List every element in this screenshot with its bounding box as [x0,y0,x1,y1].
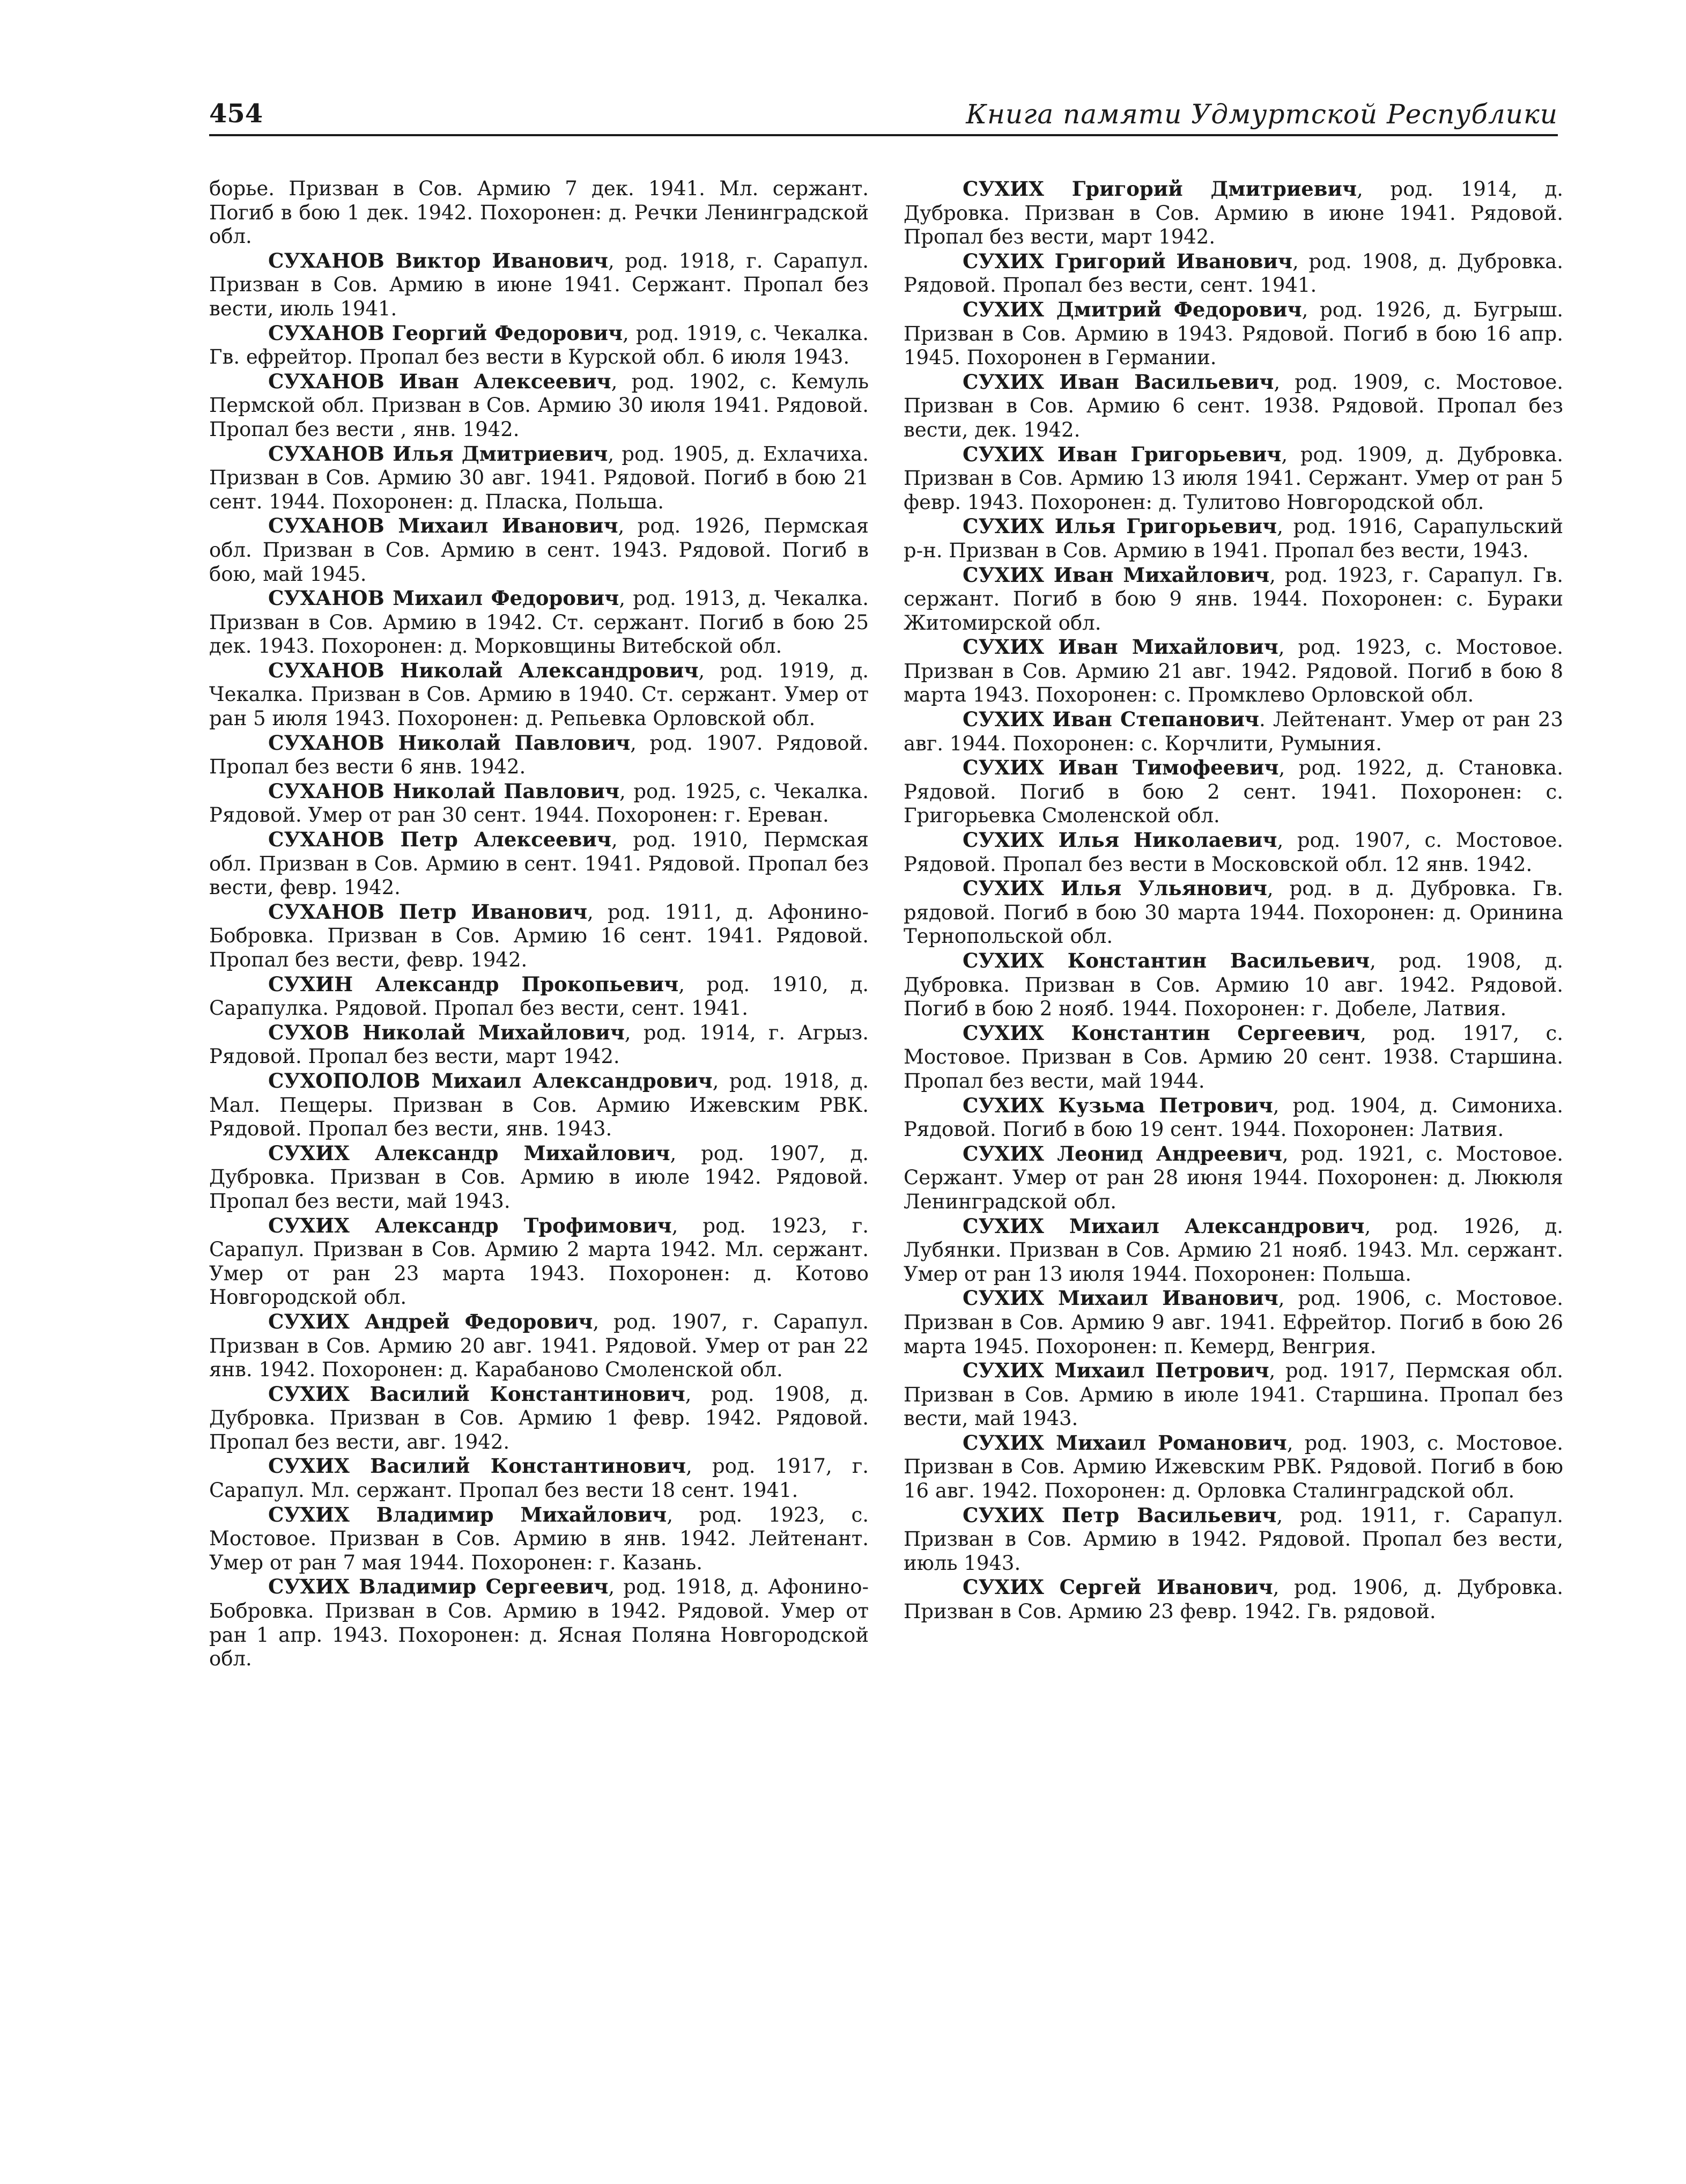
entry-name: СУХИХ Михаил Александрович [963,1214,1365,1238]
memorial-entry [904,1359,1563,1431]
entry-text: , род. 1907, г. Сарапул. Призван в Сов. Армию 20 авг. 1941. Рядовой. Умер от ран 22 янв. 1942. Похоронен: д. Карабаново Смоленской обл. [209,1310,869,1382]
memorial-entry [904,177,1563,249]
memorial-entry [209,828,869,900]
entry-text: , род. 1907, д. Дубровка. Призван в Сов. Армию в июле 1942. Рядовой. Пропал без вести, май 1943. [209,1141,869,1213]
memorial-entry [209,731,869,779]
memorial-entry [209,1214,869,1310]
entry-name: СУХАНОВ Георгий Федорович [268,321,623,345]
memorial-entry [209,586,869,659]
entry-text: , род. в д. Дубровка. Гв. рядовой. Погиб в бою 30 марта 1944. Похоронен: д. Оринина Тернопольской обл. [904,877,1563,948]
entry-name: СУХАНОВ Николай Александрович [268,658,699,682]
memorial-entry [904,1021,1563,1094]
memorial-entry [904,370,1563,442]
entry-name: СУХАНОВ Илья Дмитриевич [268,441,608,466]
entry-name: СУХИХ Михаил Петрович [963,1359,1269,1383]
memorial-entry [904,949,1563,1021]
memorial-entry [209,779,869,828]
entry-text: , род. 1902, с. Кемуль Пермской обл. Призван в Сов. Армию 30 июля 1941. Рядовой. Пропал без вести , янв. 1942. [209,370,869,441]
entry-text: , род. 1919, с. Чекалка. Гв. ефрейтор. Пропал без вести в Курской обл. 6 июля 1943. [209,321,869,369]
entry-name: СУХИХ Андрей Федорович [268,1309,593,1333]
entry-name: СУХИХ Константин Сергеевич [963,1021,1360,1045]
entry-text: , род. 1917, г. Сарапул. Мл. сержант. Пропал без вести 18 сент. 1941. [209,1455,869,1502]
memorial-entry [209,1503,869,1575]
entry-text: , род. 1906, с. Мостовое. Призван в Сов. Армию 9 авг. 1941. Ефрейтор. Погиб в бою 26 марта 1945. Похоронен: п. Кемерд, Венгрия. [904,1287,1564,1358]
entry-name: СУХИХ Михаил Романович [963,1430,1287,1455]
entry-text: , род. 1910, Пермская обл. Призван в Сов. Армию в сент. 1941. Рядовой. Пропал без вести, февр. 1942. [209,828,869,899]
memorial-entry [904,442,1563,515]
memorial-entry [904,1142,1563,1214]
entry-name: СУХИХ Василий Константинович [268,1382,685,1406]
entry-name: СУХИХ Василий Константинович [268,1454,686,1478]
page-header [209,95,1558,136]
entry-name: СУХИХ Иван Васильевич [963,370,1274,394]
memorial-entry [209,1382,869,1455]
entry-text: , род. 1908, д. Дубровка. Рядовой. Пропал без вести, сент. 1941. [904,249,1564,297]
entry-text: , род. 1923, с. Мостовое. Призван в Сов. Армию 21 авг. 1942. Рядовой. Погиб в бою 8 марта 1943. Похоронен: с. Промклево Орловской обл. [904,636,1564,707]
entry-text: , род. 1926, д. Бугрыш. Призван в Сов. Армию в 1943. Рядовой. Погиб в бою 16 апр. 1945. Похоронен в Германии. [904,298,1563,370]
memorial-entry [209,1141,869,1214]
memorial-entry [209,370,869,442]
entry-name: СУХИН Александр Прокопьевич [268,972,679,996]
entry-name: СУХИХ Григорий Дмитриевич [963,177,1357,201]
entry-name: СУХИХ Иван Степанович [963,707,1259,732]
entry-name: СУХАНОВ Михаил Иванович [268,514,618,538]
memorial-entry [209,972,869,1021]
entry-text: , род. 1907, с. Мостовое. Рядовой. Пропал без вести в Московской обл. 12 янв. 1942. [904,829,1564,876]
entry-name: СУХИХ Владимир Михайлович [268,1502,667,1526]
running-title: Книга памяти Удмуртской Республики [966,99,1558,130]
memorial-entry [209,514,869,586]
entry-text: , род. 1909, с. Мостовое. Призван в Сов. Армию 6 сент. 1938. Рядовой. Пропал без вести, дек. 1942. [904,370,1563,441]
entry-name: СУХИХ Александр Трофимович [268,1213,672,1237]
entry-text: , род. 1911, г. Сарапул. Призван в Сов. Армию в 1942. Рядовой. Пропал без вести, июль 1943. [904,1503,1563,1575]
entry-name: СУХИХ Илья Ульянович [963,876,1267,901]
entry-name: СУХИХ Григорий Иванович [963,249,1292,273]
entry-name: СУХИХ Владимир Сергеевич [268,1575,609,1599]
entry-name: СУХИХ Иван Михайлович [963,635,1278,659]
entry-name: СУХИХ Леонид Андреевич [963,1141,1282,1165]
memorial-entry [904,1503,1563,1576]
entry-text: , род. 1922, д. Становка. Рядовой. Погиб в бою 2 сент. 1941. Похоронен: с. Григорьевка Смоленской обл. [904,756,1564,828]
memorial-entry [209,442,869,514]
entry-name: СУХАНОВ Михаил Федорович [268,586,619,610]
memorial-entry [904,1214,1563,1287]
memorial-entry [209,1575,869,1671]
entry-text: , род. 1921, с. Мостовое. Сержант. Умер от ран 28 июня 1944. Похоронен: д. Люкюля Ленинградской обл. [904,1142,1563,1213]
entry-name: СУХИХ Александр Михайлович [268,1141,670,1165]
memorial-entry [209,177,869,249]
entry-text: , род. 1926, д. Лубянки. Призван в Сов. Армию 21 нояб. 1943. Мл. сержант. Умер от ран 13 июля 1944. Похоронен: Польша. [904,1214,1564,1286]
left-column [209,177,869,1671]
entry-text: , род. 1925, с. Чекалка. Рядовой. Умер от ран 30 сент. 1944. Похоронен: г. Ереван. [209,779,869,827]
memorial-entry [904,756,1563,828]
entry-name: СУХИХ Илья Николаевич [963,828,1277,852]
entry-text: , род. 1923, г. Сарапул. Призван в Сов. Армию 2 марта 1942. Мл. сержант. Умер от ран 23 марта 1943. Похоронен: д. Котово Новгородской обл. [209,1214,869,1309]
memorial-entry [209,1310,869,1382]
memorial-entry [904,635,1563,707]
entry-name: СУХАНОВ Петр Алексеевич [268,828,611,852]
memorial-entry [904,1431,1563,1503]
memorial-entry [904,876,1563,949]
entry-text: , род. 1907. Рядовой. Пропал без вести 6 янв. 1942. [209,731,869,779]
entry-text: , род. 1906, д. Дубровка. Призван в Сов. Армию 23 февр. 1942. Гв. рядовой. [904,1576,1564,1624]
entry-name: СУХИХ Иван Тимофеевич [963,756,1279,780]
entry-name: СУХИХ Петр Васильевич [963,1503,1277,1527]
entry-text: . Лейтенант. Умер от ран 23 авг. 1944. Похоронен: с. Корчлити, Румыния. [904,708,1563,755]
entry-name: СУХИХ Сергей Иванович [963,1575,1273,1599]
entry-text: , род. 1918, д. Мал. Пещеры. Призван в Сов. Армию Ижевским РВК. Рядовой. Пропал без вести, янв. 1943. [209,1069,869,1141]
entry-name: СУХИХ Михаил Иванович [963,1286,1278,1310]
entry-text: , род. 1911, д. Афонино-Бобровка. Призван в Сов. Армию 16 сент. 1941. Рядовой. Пропал без вести, февр. 1942. [209,900,869,971]
memorial-entry [904,1094,1563,1142]
entry-name: СУХАНОВ Петр Иванович [268,899,588,924]
entry-text: , род. 1919, д. Чекалка. Призван в Сов. Армию в 1940. Ст. сержант. Умер от ран 5 июля 1943. Похоронен: д. Репьевка Орловской обл. [209,659,869,731]
entry-text: , род. 1910, д. Сарапулка. Рядовой. Пропал без вести, сент. 1941. [209,972,869,1020]
entry-text: , род. 1918, д. Афонино-Бобровка. Призван в Сов. Армию в 1942. Рядовой. Умер от ран 1 апр. 1943. Похоронен: д. Ясная Поляна Новгородской обл. [209,1575,869,1671]
entry-text: , род. 1918, г. Сарапул. Призван в Сов. Армию в июне 1941. Сержант. Пропал без вести, июль 1941. [209,249,869,320]
entry-text: , род. 1917, Пермская обл. Призван в Сов. Армию в июле 1941. Старшина. Пропал без вести, май 1943. [904,1359,1563,1430]
entry-name: СУХАНОВ Иван Алексеевич [268,369,611,393]
memorial-entry [209,249,869,321]
entry-name: СУХОПОЛОВ Михаил Александрович [268,1068,713,1093]
memorial-entry [904,298,1563,370]
memorial-entry [904,707,1563,756]
entry-text: , род. 1914, д. Дубровка. Призван в Сов. Армию в июне 1941. Рядовой. Пропал без вести, март 1942. [904,178,1564,249]
entry-text: , род. 1903, с. Мостовое. Призван в Сов. Армию Ижевским РВК. Рядовой. Погиб в бою 16 авг. 1942. Похоронен: д. Орловка Сталинградской обл. [904,1431,1564,1503]
entry-text: , род. 1913, д. Чекалка. Призван в Сов. Армию в 1942. Ст. сержант. Погиб в бою 25 дек. 1943. Похоронен: д. Морковщины Витебской обл. [209,587,869,658]
entry-name: СУХИХ Дмитрий Федорович [963,297,1302,321]
memorial-entry [904,514,1563,563]
entry-text: , род. 1908, д. Дубровка. Призван в Сов. Армию 10 авг. 1942. Рядовой. Погиб в бою 2 нояб. 1944. Похоронен: г. Добеле, Латвия. [904,949,1564,1021]
memorial-entry [209,659,869,731]
entry-text: , род. 1904, д. Симониха. Рядовой. Погиб в бою 19 сент. 1944. Похоронен: Латвия. [904,1094,1563,1141]
entry-name: СУХИХ Илья Григорьевич [963,514,1277,538]
entry-name: СУХИХ Иван Григорьевич [963,442,1282,466]
entry-name: СУХАНОВ Николай Павлович [268,779,620,803]
right-column [904,177,1563,1624]
entry-text: , род. 1908, д. Дубровка. Призван в Сов. Армию 1 февр. 1942. Рядовой. Пропал без вести, авг. 1942. [209,1382,869,1453]
memorial-entry [209,321,869,370]
entry-name: СУХИХ Константин Васильевич [963,949,1370,972]
entry-name: СУХИХ Иван Михайлович [963,563,1270,587]
memorial-entry [209,900,869,972]
entry-name: СУХОВ Николай Михайлович [268,1020,625,1044]
memorial-entry [209,1021,869,1069]
entry-text: , род. 1909, д. Дубровка. Призван в Сов. Армию 13 июля 1941. Сержант. Умер от ран 5 февр. 1943. Похоронен: д. Тулитово Новгородской обл. [904,442,1563,514]
entry-name: СУХАНОВ Виктор Иванович [268,248,608,272]
entry-text: , род. 1923, с. Мостовое. Призван в Сов. Армию в янв. 1942. Лейтенант. Умер от ран 7 мая 1944. Похоронен: г. Казань. [209,1503,869,1574]
entry-text: , род. 1926, Пермская обл. Призван в Сов. Армию в сент. 1943. Рядовой. Погиб в бою, май 1945. [209,514,869,586]
memorial-entry [209,1069,869,1141]
entry-text: борье. Призван в Сов. Армию 7 дек. 1941. Мл. сержант. Погиб в бою 1 дек. 1942. Похоронен: д. Речки Ленинградской обл. [209,177,869,248]
entry-name: СУХАНОВ Николай Павлович [268,731,631,755]
memorial-entry [904,1286,1563,1359]
page-number: 454 [209,99,263,129]
entry-name: СУХИХ Кузьма Петрович [963,1093,1273,1117]
entry-text: , род. 1914, г. Агрыз. Рядовой. Пропал без вести, март 1942. [209,1021,869,1068]
memorial-entry [904,1575,1563,1624]
memorial-entry [904,828,1563,876]
entry-text: , род. 1923, г. Сарапул. Гв. сержант. Погиб в бою 9 янв. 1944. Похоронен: с. Бураки Житомирской обл. [904,563,1563,634]
memorial-entry [209,1454,869,1502]
memorial-entry [904,563,1563,636]
entry-text: , род. 1917, с. Мостовое. Призван в Сов. Армию 20 сент. 1938. Старшина. Пропал без вести, май 1944. [904,1021,1563,1093]
memorial-entry [904,249,1563,298]
entry-text: , род. 1905, д. Ехлачиха. Призван в Сов. Армию 30 авг. 1941. Рядовой. Погиб в бою 21 сент. 1944. Похоронен: д. Пласка, Польша. [209,442,869,513]
entry-text: , род. 1916, Сарапульский р-н. Призван в Сов. Армию в 1941. Пропал без вести, 1943. [904,515,1563,562]
